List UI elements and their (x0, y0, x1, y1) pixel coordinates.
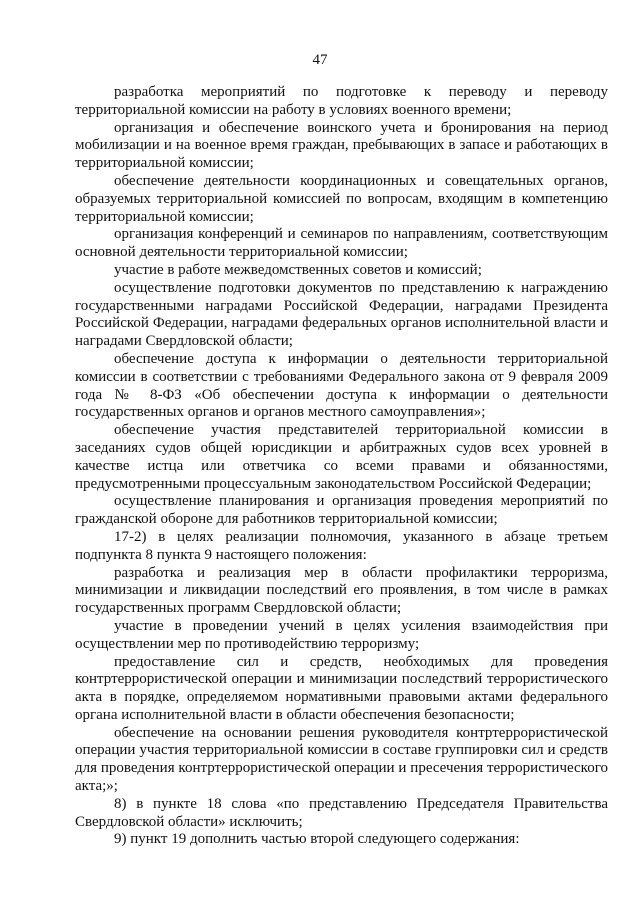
paragraph-civil-defense: осуществление планирования и организация проведения мероприятий по гражданской обороне для работников территориальной комиссии; (75, 493, 608, 528)
paragraph-wartime-transfer: разработка мероприятий по подготовке к переводу и переводу территориальной комиссии на работу в условиях военного времени; (75, 84, 608, 118)
paragraph-exercises: участие в проведении учений в целях усиления взаимодействия при осуществлении мер по противодействию терроризму; (75, 617, 608, 652)
paragraph-court-participation: обеспечение участия представителей территориальной комиссии в заседаниях судов общей юрисдикции и арбитражных судов всех уровней в качестве истца или ответчика со всеми правами и обязанностями, предусмотренными процессуальным законодательством Российской Федерации; (75, 422, 608, 492)
paragraph-17-2: 17-2) в целях реализации полномочия, указанного в абзаце третьем подпункта 8 пункта 9 настоящего положения: (75, 528, 608, 563)
paragraph-terrorism-prevention: разработка и реализация мер в области профилактики терроризма, минимизации и ликвидации последствий его проявления, в том числе в рамках государственных программ Свердловской области; (75, 564, 608, 617)
paragraph-forces-provision: предоставление сил и средств, необходимых для проведения контртеррористической операции и минимизации последствий террористического акта в порядке, определяемом нормативными правовыми актами федерального органа исполнительной власти в области обеспечения безопасности; (75, 653, 608, 723)
document-body (75, 84, 608, 849)
paragraph-military-registration: организация и обеспечение воинского учета и бронирования на период мобилизации и на военное время граждан, пребывающих в запасе и работающих в территориальной комиссии; (75, 119, 608, 172)
paragraph-coordination-bodies: обеспечение деятельности координационных и совещательных органов, образуемых территориальной комиссией по вопросам, входящим в компетенцию территориальной комиссии; (75, 172, 608, 225)
paragraph-awards: осуществление подготовки документов по представлению к награждению государственными наградами Российской Федерации, наградами Президента Российской Федерации, наградами федеральных органов исполнительной власти и наградами Свердловской области; (75, 279, 608, 350)
page-number: 47 (312, 52, 328, 68)
paragraph-conferences: организация конференций и семинаров по направлениям, соответствующим основной деятельности территориальной комиссии; (75, 226, 608, 261)
paragraph-counterterrorism-operation: обеспечение на основании решения руководителя контртеррористической операции участия территориальной комиссии в составе группировки сил и средств для проведения контртеррористической операции и пресечения террористического акта;»; (75, 724, 608, 795)
paragraph-item-9: 9) пункт 19 дополнить частью второй следующего содержания: (114, 831, 520, 848)
paragraph-item-8: 8) в пункте 18 слова «по представлению Председателя Правительства Свердловской области» исключить; (75, 795, 608, 830)
paragraph-information-access: обеспечение доступа к информации о деятельности территориальной комиссии в соответствии с требованиями Федерального закона от 9 февраля 2009 года № 8-ФЗ «Об обеспечении доступа к информации о деятельности государственных органов и органов местного самоуправления»; (75, 350, 608, 421)
paragraph-interagency-councils: участие в работе межведомственных советов и комиссий; (114, 261, 482, 278)
